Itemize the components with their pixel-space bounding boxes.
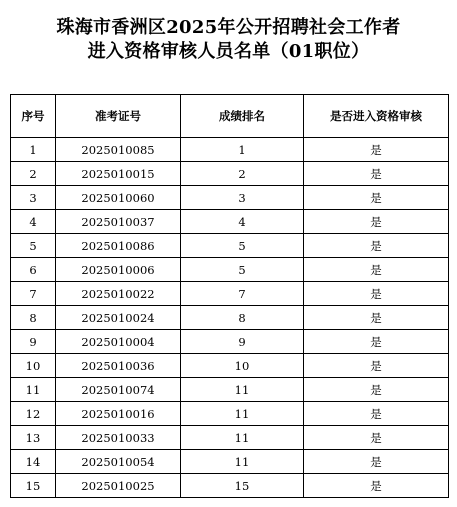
cell-qualified: 是 [304,282,449,306]
cell-index: 6 [11,258,56,282]
cell-rank: 11 [181,402,304,426]
header-qualified: 是否进入资格审核 [304,95,449,138]
cell-index: 10 [11,354,56,378]
table-row [11,354,449,378]
table-header [11,95,449,138]
cell-exam-number: 2025010022 [56,282,181,306]
table-row [11,450,449,474]
cell-index: 11 [11,378,56,402]
cell-index: 8 [11,306,56,330]
cell-qualified: 是 [304,138,449,162]
cell-exam-number: 2025010060 [56,186,181,210]
cell-qualified: 是 [304,162,449,186]
title-line-2: 进入资格审核人员名单（01职位） [87,41,370,62]
cell-qualified: 是 [304,306,449,330]
cell-qualified: 是 [304,210,449,234]
table-row [11,210,449,234]
cell-index: 14 [11,450,56,474]
table-row [11,162,449,186]
title-line-1: 珠海市香洲区2025年公开招聘社会工作者 [56,17,401,38]
cell-index: 2 [11,162,56,186]
cell-index: 4 [11,210,56,234]
table-row [11,474,449,498]
table-row [11,186,449,210]
cell-rank: 9 [181,330,304,354]
cell-qualified: 是 [304,330,449,354]
cell-exam-number: 2025010004 [56,330,181,354]
cell-index: 12 [11,402,56,426]
cell-rank: 3 [181,186,304,210]
cell-qualified: 是 [304,354,449,378]
cell-index: 15 [11,474,56,498]
table-row [11,426,449,450]
cell-rank: 7 [181,282,304,306]
cell-index: 5 [11,234,56,258]
table-row [11,402,449,426]
table-row [11,330,449,354]
cell-rank: 15 [181,474,304,498]
cell-rank: 10 [181,354,304,378]
cell-rank: 11 [181,378,304,402]
cell-index: 3 [11,186,56,210]
cell-index: 7 [11,282,56,306]
table-row [11,282,449,306]
cell-exam-number: 2025010074 [56,378,181,402]
cell-exam-number: 2025010024 [56,306,181,330]
cell-exam-number: 2025010015 [56,162,181,186]
table-row [11,234,449,258]
header-exam-number: 准考证号 [56,95,181,138]
header-rank: 成绩排名 [181,95,304,138]
cell-exam-number: 2025010037 [56,210,181,234]
cell-rank: 5 [181,234,304,258]
cell-exam-number: 2025010036 [56,354,181,378]
cell-rank: 2 [181,162,304,186]
cell-exam-number: 2025010085 [56,138,181,162]
table-row [11,378,449,402]
cell-rank: 4 [181,210,304,234]
cell-exam-number: 2025010025 [56,474,181,498]
cell-qualified: 是 [304,402,449,426]
cell-qualified: 是 [304,378,449,402]
table-row [11,138,449,162]
cell-rank: 11 [181,426,304,450]
cell-rank: 8 [181,306,304,330]
cell-exam-number: 2025010006 [56,258,181,282]
cell-exam-number: 2025010054 [56,450,181,474]
cell-exam-number: 2025010016 [56,402,181,426]
cell-qualified: 是 [304,474,449,498]
table-row [11,258,449,282]
header-row [11,95,449,138]
cell-qualified: 是 [304,186,449,210]
cell-exam-number: 2025010033 [56,426,181,450]
cell-qualified: 是 [304,450,449,474]
cell-index: 9 [11,330,56,354]
cell-exam-number: 2025010086 [56,234,181,258]
candidate-table [10,94,449,498]
table-body [11,138,449,498]
cell-qualified: 是 [304,426,449,450]
cell-qualified: 是 [304,258,449,282]
header-index: 序号 [11,95,56,138]
cell-rank: 1 [181,138,304,162]
cell-index: 1 [11,138,56,162]
table-row [11,306,449,330]
cell-qualified: 是 [304,234,449,258]
cell-rank: 11 [181,450,304,474]
cell-index: 13 [11,426,56,450]
document-title [0,16,457,64]
cell-rank: 5 [181,258,304,282]
